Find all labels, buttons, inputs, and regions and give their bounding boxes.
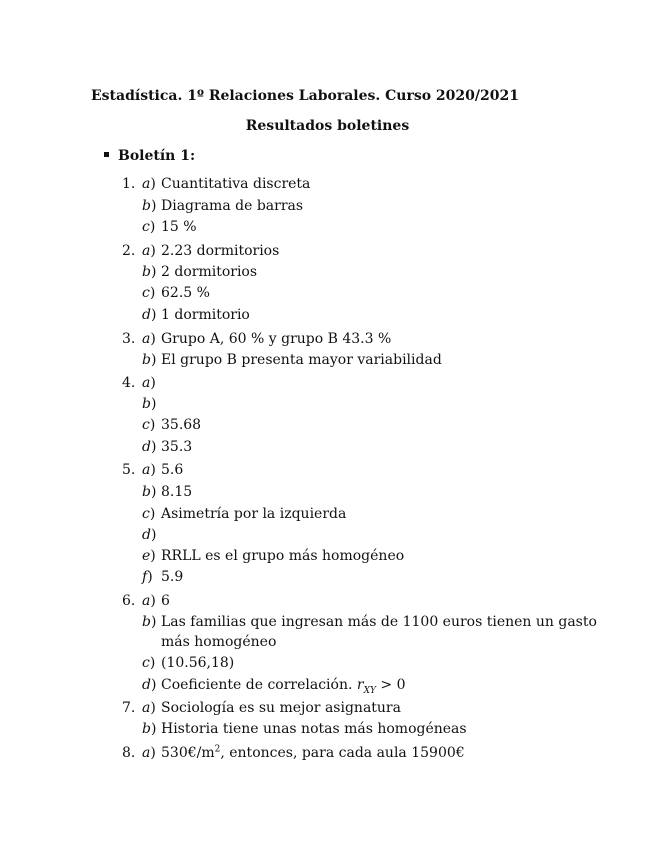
item-letter: b) xyxy=(142,396,157,412)
item-text: El grupo B presenta mayor variabilidad xyxy=(161,352,442,368)
course-header: Estadística. 1º Relaciones Laborales. Curso 2020/2021 xyxy=(91,88,519,104)
item-text: Cuantitativa discreta xyxy=(161,176,311,192)
superscript: 2 xyxy=(214,744,221,755)
item-letter: b) xyxy=(142,484,157,500)
item-text: más homogéneo xyxy=(161,634,277,650)
item-letter: a) xyxy=(142,593,156,609)
item-text: 15 % xyxy=(161,219,197,235)
item-letter: c) xyxy=(142,655,156,671)
item-text: 5.9 xyxy=(161,569,184,585)
item-text: 2.23 dormitorios xyxy=(161,243,280,259)
item-letter: b) xyxy=(142,198,157,214)
bullet-icon xyxy=(104,152,109,157)
item-text: 8.15 xyxy=(161,484,193,500)
item-text: 1 dormitorio xyxy=(161,307,250,323)
item-text: 2 dormitorios xyxy=(161,264,258,280)
item-number: 2. xyxy=(122,243,136,259)
item-letter: e) xyxy=(142,548,156,564)
item-number: 8. xyxy=(122,745,136,761)
item-text: Sociología es su mejor asignatura xyxy=(161,700,401,716)
item-letter: f) xyxy=(142,569,153,585)
item-letter: d) xyxy=(142,439,157,455)
item-letter: c) xyxy=(142,285,156,301)
item-text: Diagrama de barras xyxy=(161,198,304,214)
item-text: 35.3 xyxy=(161,439,193,455)
item-number: 6. xyxy=(122,593,136,609)
item-text: Coeficiente de correlación. $r_{XY} > 0$ xyxy=(161,677,406,696)
item-letter: c) xyxy=(142,219,156,235)
item-letter: a) xyxy=(142,176,156,192)
item-text: Grupo A, 60 % y grupo B 43.3 % xyxy=(161,331,392,347)
item-letter: b) xyxy=(142,721,157,737)
section-label: Boletín 1: xyxy=(118,148,196,164)
item-letter: c) xyxy=(142,506,156,522)
item-text: Las familias que ingresan más de 1100 euros tienen un gasto xyxy=(161,614,597,630)
item-text: Historia tiene unas notas más homogéneas xyxy=(161,721,467,737)
item-text: 62.5 % xyxy=(161,285,210,301)
item-letter: a) xyxy=(142,375,156,391)
item-text: Asimetría por la izquierda xyxy=(161,506,347,522)
item-letter: d) xyxy=(142,527,157,543)
item-letter: d) xyxy=(142,307,157,323)
page-title: Resultados boletines xyxy=(245,118,410,134)
item-letter: c) xyxy=(142,417,156,433)
item-text: 35.68 xyxy=(161,417,202,433)
item-letter: a) xyxy=(142,745,156,761)
item-letter: a) xyxy=(142,462,156,478)
item-text: 5.6 xyxy=(161,462,184,478)
section-heading xyxy=(104,148,195,164)
item-text: $530€/m^2$, entonces, para cada aula 15900€ xyxy=(161,744,465,761)
item-text: 6 xyxy=(161,593,170,609)
item-number: 5. xyxy=(122,462,136,478)
item-letter: b) xyxy=(142,264,157,280)
item-letter: a) xyxy=(142,243,156,259)
item-number: 1. xyxy=(122,176,136,192)
item-letter: b) xyxy=(142,614,157,630)
item-number: 4. xyxy=(122,375,136,391)
item-number: 7. xyxy=(122,700,136,716)
subscript: XY xyxy=(363,685,376,696)
item-text: RRLL es el grupo más homogéneo xyxy=(161,548,405,564)
item-letter: a) xyxy=(142,700,156,716)
item-letter: b) xyxy=(142,352,157,368)
item-letter: d) xyxy=(142,677,157,693)
item-number: 3. xyxy=(122,331,136,347)
item-letter: a) xyxy=(142,331,156,347)
item-text: (10.56,18) xyxy=(161,655,235,671)
